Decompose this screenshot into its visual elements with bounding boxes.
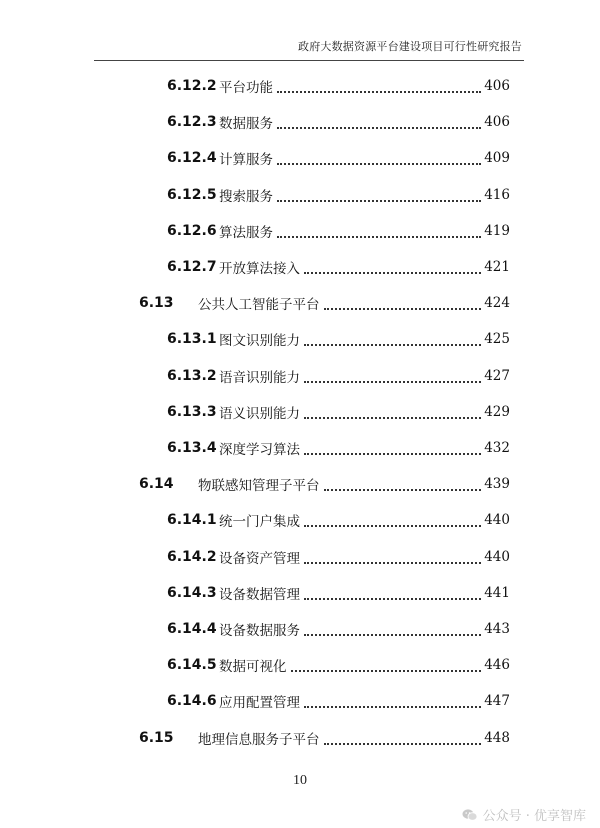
toc-entry[interactable] — [0, 253, 600, 281]
toc-entry-title: 地理信息服务子平台 — [198, 728, 324, 748]
toc-dot-leader — [304, 524, 481, 527]
toc-dot-leader — [304, 380, 481, 383]
toc-entry-title: 数据可视化 — [219, 655, 291, 675]
toc-entry[interactable] — [0, 506, 600, 534]
toc-dot-leader — [291, 669, 482, 672]
toc-entry[interactable] — [0, 543, 600, 571]
toc-entry-title: 应用配置管理 — [219, 691, 304, 711]
toc-entry-number: 6.12.6 — [167, 222, 217, 239]
toc-entry-number: 6.13 — [139, 295, 174, 312]
toc-dot-leader — [277, 126, 481, 129]
toc-entry-number: 6.12.7 — [167, 259, 217, 275]
toc-entry[interactable] — [0, 362, 600, 390]
toc-entry-title: 数据服务 — [219, 112, 277, 132]
toc-entry-page: 409 — [481, 150, 510, 166]
toc-entry-title: 统一门户集成 — [219, 510, 304, 530]
toc-dot-leader — [304, 705, 481, 708]
toc-dot-leader — [277, 235, 481, 238]
toc-entry-title: 开放算法接入 — [219, 257, 304, 277]
toc-entry-title: 平台功能 — [219, 76, 277, 96]
toc-entry[interactable] — [0, 434, 600, 462]
toc-dot-leader — [304, 633, 481, 636]
toc-entry[interactable] — [0, 398, 600, 426]
toc-entry-number: 6.15 — [139, 729, 174, 746]
toc-entry-title: 搜索服务 — [219, 185, 277, 205]
toc-entry-title: 设备数据服务 — [219, 619, 304, 639]
toc-dot-leader — [304, 597, 481, 600]
toc-entry-number: 6.12.3 — [167, 114, 217, 131]
toc-entry[interactable] — [0, 651, 600, 679]
toc-entry-page: 439 — [481, 476, 510, 492]
toc-entry-title: 公共人工智能子平台 — [198, 293, 324, 313]
toc-entry-number: 6.14.6 — [167, 693, 217, 710]
toc-dot-leader — [304, 343, 481, 346]
wechat-icon — [462, 808, 478, 822]
toc-entry-number: 6.12.5 — [167, 186, 217, 203]
toc-entry-number: 6.13.2 — [167, 367, 217, 384]
toc-entry[interactable] — [0, 289, 600, 317]
toc-entry-title: 计算服务 — [219, 148, 277, 168]
toc-entry[interactable] — [0, 615, 600, 643]
toc-entry-number: 6.14.4 — [167, 621, 217, 637]
toc-dot-leader — [277, 162, 481, 165]
toc-entry-page: 448 — [481, 730, 510, 746]
toc-dot-leader — [324, 742, 482, 745]
toc-entry-number: 6.14.3 — [167, 584, 217, 601]
toc-entry[interactable] — [0, 325, 600, 353]
toc-entry-number: 6.13.4 — [167, 440, 217, 456]
toc-entry-page: 425 — [481, 331, 510, 347]
toc-entry-title: 深度学习算法 — [219, 438, 304, 458]
toc-entry-page: 424 — [481, 295, 510, 311]
toc-entry-title: 图文识别能力 — [219, 329, 304, 349]
toc-dot-leader — [324, 488, 482, 491]
page-number: 10 — [293, 773, 307, 788]
toc-entry-page: 427 — [481, 368, 510, 384]
toc-entry-page: 440 — [481, 512, 510, 528]
toc-entry[interactable] — [0, 144, 600, 172]
toc-entry-title: 算法服务 — [219, 221, 277, 241]
toc-entry[interactable] — [0, 181, 600, 209]
toc-entry[interactable] — [0, 724, 600, 752]
toc-entry-title: 语音识别能力 — [219, 366, 304, 386]
toc-entry[interactable] — [0, 687, 600, 715]
watermark — [462, 805, 586, 824]
toc-entry-title: 设备数据管理 — [219, 583, 304, 603]
toc-entry-number: 6.14.1 — [167, 512, 217, 529]
toc-dot-leader — [324, 307, 482, 310]
toc-entry-number: 6.14.2 — [167, 548, 217, 565]
toc-entry-title: 设备资产管理 — [219, 547, 304, 567]
toc-entry-page: 406 — [481, 114, 510, 130]
toc-entry-page: 406 — [481, 78, 510, 94]
header-rule — [94, 60, 524, 61]
toc-entry[interactable] — [0, 579, 600, 607]
toc-entry-number: 6.14.5 — [167, 657, 217, 674]
toc-dot-leader — [304, 271, 481, 274]
toc-entry-number: 6.13.1 — [167, 331, 217, 348]
page-header: 政府大数据资源平台建设项目可行性研究报告 — [298, 40, 522, 53]
toc-entry-page: 443 — [481, 621, 510, 637]
toc-dot-leader — [304, 416, 481, 419]
toc-entry-number: 6.14 — [139, 476, 174, 493]
toc-entry[interactable] — [0, 470, 600, 498]
toc-entry-page: 441 — [481, 585, 510, 601]
toc-entry-title: 语义识别能力 — [219, 402, 304, 422]
toc-entry-page: 432 — [481, 440, 510, 456]
toc-dot-leader — [277, 90, 481, 93]
watermark-text: 公众号 · 优享智库 — [482, 809, 586, 824]
toc-dot-leader — [277, 199, 481, 202]
toc-entry-page: 421 — [481, 259, 510, 275]
toc-entry[interactable] — [0, 217, 600, 245]
toc-entry-title: 物联感知管理子平台 — [198, 474, 324, 494]
toc-entry-page: 446 — [481, 657, 510, 673]
toc-entry-page: 419 — [481, 223, 510, 239]
toc-entry[interactable] — [0, 72, 600, 100]
toc-entry-number: 6.13.3 — [167, 403, 217, 420]
toc-entry-page: 447 — [481, 693, 510, 709]
toc-dot-leader — [304, 561, 481, 564]
toc-entry[interactable] — [0, 108, 600, 136]
toc-entry-number: 6.12.4 — [167, 150, 217, 167]
toc-dot-leader — [304, 452, 481, 455]
toc-entry-page: 429 — [481, 404, 510, 420]
toc-entry-number: 6.12.2 — [167, 78, 217, 94]
toc-entry-page: 416 — [481, 187, 510, 203]
toc-entry-page: 440 — [481, 549, 510, 565]
